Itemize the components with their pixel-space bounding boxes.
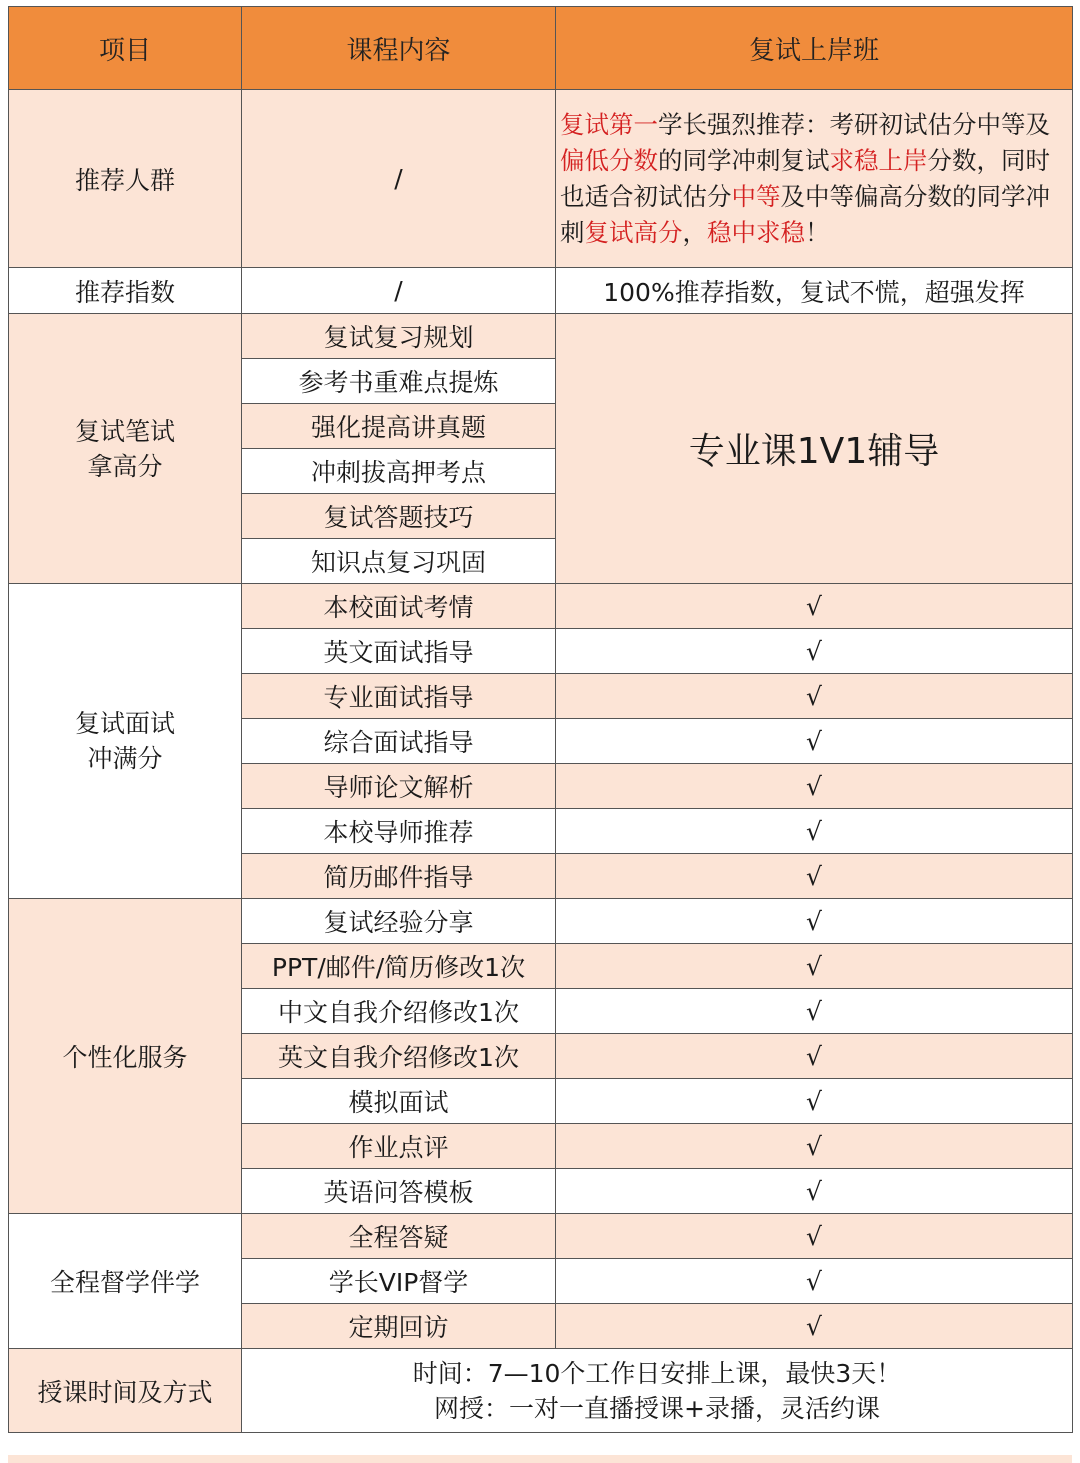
written-item: 复试复习规划 — [242, 314, 556, 359]
interview-item: 导师论文解析 — [242, 764, 556, 809]
supervise-label: 全程督学伴学 — [9, 1214, 242, 1349]
personal-item: 作业点评 — [242, 1124, 556, 1169]
check-mark: √ — [556, 1304, 1073, 1349]
recommend-label: 推荐人群 — [9, 90, 242, 268]
highlight-text: 复试高分 — [584, 217, 683, 247]
check-mark: √ — [556, 629, 1073, 674]
highlight-text: 稳中求稳 — [707, 217, 805, 247]
check-mark: √ — [556, 719, 1073, 764]
personal-row — [9, 899, 1073, 944]
written-label — [9, 314, 242, 584]
written-item: 强化提高讲真题 — [242, 404, 556, 449]
course-comparison-table — [8, 6, 1073, 1433]
personal-item: 英语问答模板 — [242, 1169, 556, 1214]
written-item: 复试答题技巧 — [242, 494, 556, 539]
personal-item: 模拟面试 — [242, 1079, 556, 1124]
check-mark: √ — [556, 584, 1073, 629]
written-section — [9, 314, 1073, 584]
interview-section — [9, 584, 1073, 899]
interview-label-line1: 复试面试 — [74, 709, 175, 738]
check-mark: √ — [556, 809, 1073, 854]
written-item: 冲刺拔高押考点 — [242, 449, 556, 494]
personal-item: 英文自我介绍修改1次 — [242, 1034, 556, 1079]
interview-label-line2: 冲满分 — [87, 744, 163, 773]
supervise-item: 定期回访 — [242, 1304, 556, 1349]
row-schedule — [9, 1349, 1073, 1433]
schedule-method: 网授：一对一直播授课+录播，灵活约课 — [434, 1393, 880, 1423]
body-text: 的同学冲刺复试 — [658, 145, 830, 175]
bottom-strip — [8, 1455, 1072, 1463]
check-mark: √ — [556, 899, 1073, 944]
header-row — [9, 7, 1073, 90]
row-recommend — [9, 90, 1073, 268]
written-row — [9, 314, 1073, 359]
highlight-text: 中等 — [731, 181, 781, 211]
written-label-line1: 复试笔试 — [74, 416, 175, 446]
recommend-text — [556, 90, 1073, 268]
schedule-time: 时间：7—10个工作日安排上课，最快3天！ — [412, 1358, 902, 1388]
body-text: 学长强烈推荐：考研初试估分中等及 — [658, 109, 1050, 139]
interview-item: 本校面试考情 — [242, 584, 556, 629]
check-mark: √ — [556, 674, 1073, 719]
personal-item: PPT/邮件/简历修改1次 — [242, 944, 556, 989]
body-text: 及中等偏高分数的同学冲刺 — [560, 181, 1050, 247]
check-mark: √ — [556, 854, 1073, 899]
check-mark: √ — [556, 1259, 1073, 1304]
check-mark: √ — [556, 989, 1073, 1034]
written-value: 专业课1V1辅导 — [556, 314, 1073, 584]
personal-item: 复试经验分享 — [242, 899, 556, 944]
index-content: / — [242, 268, 556, 314]
interview-item: 本校导师推荐 — [242, 809, 556, 854]
row-index — [9, 268, 1073, 314]
highlight-text: 复试第一 — [560, 109, 658, 139]
written-item: 知识点复习巩固 — [242, 539, 556, 584]
check-mark: √ — [556, 1034, 1073, 1079]
interview-row — [9, 584, 1073, 629]
check-mark: √ — [556, 944, 1073, 989]
personal-item: 中文自我介绍修改1次 — [242, 989, 556, 1034]
header-class: 复试上岸班 — [556, 7, 1073, 90]
highlight-text: 求稳上岸 — [829, 145, 928, 175]
body-text: ！ — [805, 217, 830, 247]
body-text: ， — [682, 217, 707, 247]
check-mark: √ — [556, 764, 1073, 809]
schedule-label: 授课时间及方式 — [9, 1349, 242, 1433]
interview-item: 简历邮件指导 — [242, 854, 556, 899]
interview-label — [9, 584, 242, 899]
index-label: 推荐指数 — [9, 268, 242, 314]
supervise-row — [9, 1214, 1073, 1259]
header-item: 项目 — [9, 7, 242, 90]
supervise-section — [9, 1214, 1073, 1349]
check-mark: √ — [556, 1169, 1073, 1214]
schedule-value — [242, 1349, 1073, 1433]
personal-section — [9, 899, 1073, 1214]
check-mark: √ — [556, 1079, 1073, 1124]
interview-item: 英文面试指导 — [242, 629, 556, 674]
interview-item: 综合面试指导 — [242, 719, 556, 764]
supervise-item: 全程答疑 — [242, 1214, 556, 1259]
supervise-item: 学长VIP督学 — [242, 1259, 556, 1304]
interview-item: 专业面试指导 — [242, 674, 556, 719]
header-content: 课程内容 — [242, 7, 556, 90]
index-value: 100%推荐指数，复试不慌，超强发挥 — [556, 268, 1073, 314]
recommend-content: / — [242, 90, 556, 268]
body-text: 分数，同时也适合初试估分 — [560, 145, 1050, 211]
personal-label: 个性化服务 — [9, 899, 242, 1214]
highlight-text: 偏低分数 — [560, 145, 658, 175]
written-label-line2: 拿高分 — [87, 451, 163, 481]
check-mark: √ — [556, 1214, 1073, 1259]
check-mark: √ — [556, 1124, 1073, 1169]
written-item: 参考书重难点提炼 — [242, 359, 556, 404]
